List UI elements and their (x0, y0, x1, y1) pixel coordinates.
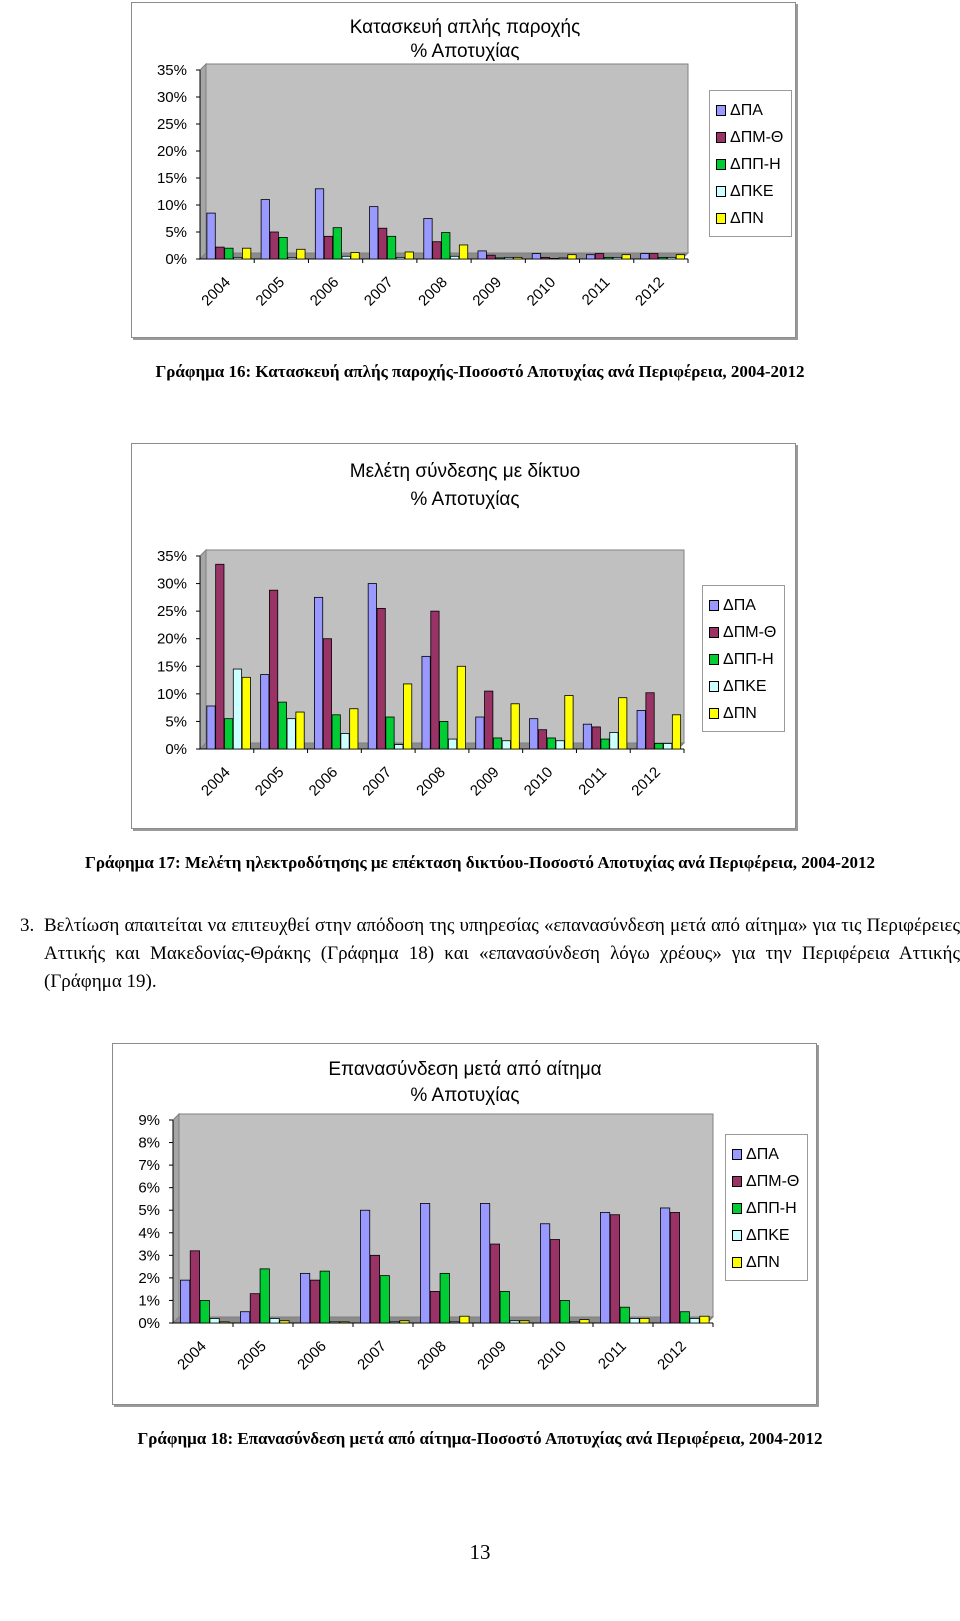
y-tick-label: 5% (165, 713, 187, 731)
bar-ΔΠΠ-Η-2007 (386, 717, 394, 749)
bar-ΔΠΠ-Η-2011 (620, 1307, 629, 1323)
bar-ΔΠΑ-2012 (660, 1208, 669, 1323)
legend-label: ΔΠΑ (730, 101, 763, 119)
chart-3 (112, 1043, 817, 1405)
bar-ΔΠΝ-2006 (340, 1322, 349, 1323)
chart-2-svg (132, 444, 795, 828)
y-tick-label: 9% (138, 1112, 160, 1129)
y-tick-label: 25% (156, 116, 187, 133)
x-tick-label: 2010 (520, 763, 557, 800)
legend-swatch (732, 1176, 742, 1187)
y-tick-label: 7% (138, 1157, 160, 1175)
bar-ΔΠΚΕ-2011 (613, 257, 621, 259)
y-tick-label: 35% (156, 548, 187, 565)
x-tick-label: 2006 (294, 1337, 330, 1374)
bar-ΔΠΜ-Θ-2010 (538, 730, 546, 749)
bar-ΔΠΜ-Θ-2005 (270, 232, 278, 259)
bar-ΔΠΑ-2011 (600, 1212, 609, 1323)
bar-ΔΠΚΕ-2008 (450, 256, 458, 259)
legend-label: ΔΠΝ (723, 704, 757, 722)
bar-ΔΠΠ-Η-2005 (278, 702, 286, 749)
bar-ΔΠΝ-2009 (520, 1321, 529, 1323)
plot-area (206, 64, 688, 253)
bar-ΔΠΝ-2008 (460, 1316, 469, 1323)
bar-ΔΠΝ-2004 (242, 677, 250, 749)
bar-ΔΠΠ-Η-2004 (225, 248, 233, 259)
legend-label: ΔΠΚΕ (746, 1226, 790, 1244)
legend-swatch (732, 1203, 742, 1214)
bar-ΔΠΑ-2004 (207, 706, 215, 749)
x-tick-label: 2009 (469, 273, 506, 310)
bar-ΔΠΑ-2012 (641, 254, 649, 259)
bar-ΔΠΠ-Η-2007 (380, 1276, 389, 1323)
bar-ΔΠΠ-Η-2008 (440, 1273, 449, 1323)
bar-ΔΠΜ-Θ-2012 (670, 1212, 679, 1323)
legend-swatch (716, 159, 726, 170)
y-tick-label: 10% (156, 685, 187, 703)
y-tick-label: 15% (156, 658, 187, 676)
bar-ΔΠΝ-2009 (511, 704, 519, 749)
chart-2-legend (702, 585, 785, 732)
bar-ΔΠΜ-Θ-2004 (216, 564, 224, 749)
y-tick-label: 0% (165, 251, 187, 268)
bar-ΔΠΜ-Θ-2009 (490, 1244, 499, 1323)
bar-ΔΠΑ-2009 (480, 1203, 489, 1323)
bar-ΔΠΠ-Η-2006 (320, 1271, 329, 1323)
bar-ΔΠΠ-Η-2010 (547, 738, 555, 749)
bar-ΔΠΜ-Θ-2008 (433, 242, 441, 259)
bar-ΔΠΚΕ-2004 (210, 1318, 219, 1323)
bar-ΔΠΑ-2007 (360, 1210, 369, 1323)
y-tick-label: 5% (165, 224, 187, 241)
x-tick-label: 2005 (234, 1337, 270, 1374)
legend-swatch (709, 708, 719, 719)
bar-ΔΠΑ-2011 (586, 255, 594, 259)
chart-title: Κατασκευή απλής παροχής (349, 17, 581, 38)
bar-ΔΠΠ-Η-2009 (493, 738, 501, 749)
y-tick-label: 30% (156, 575, 187, 593)
caption-fig17: Γράφημα 17: Μελέτη ηλεκτροδότησης με επέκταση δικτύου-Ποσοστό Αποτυχίας ανά Περιφέρεια, 2004-2012 (85, 853, 875, 872)
bar-ΔΠΝ-2010 (580, 1320, 589, 1323)
bar-ΔΠΜ-Θ-2011 (595, 254, 603, 259)
x-tick-label: 2009 (466, 763, 503, 800)
legend-item (709, 619, 776, 646)
bar-ΔΠΝ-2007 (403, 684, 411, 749)
bar-ΔΠΝ-2010 (565, 696, 573, 749)
bar-ΔΠΑ-2008 (420, 1203, 429, 1323)
x-tick-label: 2004 (198, 763, 234, 800)
chart-subtitle: % Αποτυχίας (410, 41, 520, 62)
bar-ΔΠΜ-Θ-2009 (487, 255, 495, 259)
bar-ΔΠΠ-Η-2010 (550, 258, 558, 259)
bar-ΔΠΑ-2006 (300, 1273, 309, 1323)
legend-item (716, 178, 783, 205)
bar-ΔΠΚΕ-2006 (330, 1322, 339, 1323)
x-tick-label: 2004 (174, 1337, 210, 1374)
bar-ΔΠΠ-Η-2008 (440, 721, 448, 749)
bar-ΔΠΑ-2010 (530, 719, 538, 749)
legend-item (716, 151, 783, 178)
bar-ΔΠΝ-2008 (457, 666, 465, 749)
bar-ΔΠΚΕ-2005 (287, 719, 295, 749)
legend-item (732, 1222, 799, 1249)
chart-subtitle: % Αποτυχίας (410, 489, 520, 510)
x-tick-label: 2012 (632, 273, 668, 310)
bar-ΔΠΜ-Θ-2008 (431, 611, 439, 749)
bar-ΔΠΜ-Θ-2008 (430, 1291, 439, 1323)
bar-ΔΠΑ-2010 (540, 1224, 549, 1323)
legend-swatch (716, 186, 726, 197)
bar-ΔΠΝ-2012 (676, 255, 684, 259)
bar-ΔΠΑ-2009 (476, 717, 484, 749)
x-tick-label: 2008 (414, 1337, 450, 1374)
bar-ΔΠΜ-Θ-2004 (190, 1251, 199, 1323)
y-tick-label: 25% (156, 603, 187, 621)
y-tick-label: 30% (156, 89, 187, 106)
bar-ΔΠΚΕ-2009 (510, 1321, 519, 1323)
x-tick-label: 2007 (359, 763, 396, 800)
bar-ΔΠΜ-Θ-2011 (592, 727, 600, 749)
bar-ΔΠΑ-2007 (368, 584, 376, 749)
bar-ΔΠΝ-2011 (640, 1318, 649, 1323)
bar-ΔΠΚΕ-2005 (270, 1318, 279, 1323)
bar-ΔΠΚΕ-2004 (233, 669, 241, 749)
bar-ΔΠΠ-Η-2011 (604, 257, 612, 259)
chart-3-legend (725, 1134, 808, 1281)
bar-ΔΠΝ-2012 (700, 1316, 709, 1323)
bar-ΔΠΚΕ-2006 (342, 256, 350, 259)
x-tick-label: 2010 (523, 273, 560, 310)
bar-ΔΠΚΕ-2010 (556, 741, 564, 749)
bar-ΔΠΚΕ-2011 (630, 1318, 639, 1323)
bar-ΔΠΠ-Η-2007 (387, 236, 395, 259)
y-tick-label: 6% (138, 1179, 160, 1197)
legend-item (709, 700, 776, 727)
legend-label: ΔΠΜ-Θ (746, 1172, 800, 1190)
y-tick-label: 20% (156, 143, 187, 160)
bar-ΔΠΚΕ-2012 (667, 257, 675, 259)
y-tick-label: 1% (138, 1292, 160, 1310)
bar-ΔΠΚΕ-2005 (288, 257, 296, 259)
x-tick-label: 2008 (413, 763, 449, 800)
bar-ΔΠΠ-Η-2009 (496, 258, 504, 259)
bar-ΔΠΑ-2005 (261, 200, 269, 259)
legend-label: ΔΠΑ (746, 1145, 779, 1163)
y-tick-label: 15% (156, 170, 187, 187)
chart-1-svg (132, 3, 795, 337)
legend-label: ΔΠΚΕ (730, 182, 774, 200)
bar-ΔΠΜ-Θ-2012 (646, 693, 654, 749)
bar-ΔΠΠ-Η-2004 (224, 719, 232, 749)
bar-ΔΠΠ-Η-2009 (500, 1291, 509, 1323)
bar-ΔΠΚΕ-2007 (396, 257, 404, 259)
legend-item (709, 673, 776, 700)
legend-swatch (716, 213, 726, 224)
bar-ΔΠΠ-Η-2006 (332, 715, 340, 749)
bar-ΔΠΚΕ-2012 (664, 743, 672, 749)
bar-ΔΠΑ-2006 (314, 597, 322, 749)
y-tick-label: 35% (156, 62, 187, 79)
bar-ΔΠΑ-2004 (180, 1280, 189, 1323)
paragraph-text: Βελτίωση απαιτείται να επιτευχθεί στην απόδοση της υπηρεσίας «επανασύνδεση μετά από αίτημα» για τις Περιφέρειες Αττικής και Μακεδονίας-Θράκης (Γράφημα 18) και «επανασύνδεση λόγω χρέους» για την Περιφέρεια Αττικής (Γράφημα 19). (44, 915, 960, 992)
bar-ΔΠΑ-2005 (240, 1312, 249, 1323)
bar-ΔΠΜ-Θ-2010 (550, 1240, 559, 1323)
legend-item (732, 1249, 799, 1276)
bar-ΔΠΑ-2007 (370, 207, 378, 259)
bar-ΔΠΜ-Θ-2010 (541, 257, 549, 259)
bar-ΔΠΑ-2012 (637, 710, 645, 749)
bar-ΔΠΚΕ-2007 (390, 1322, 399, 1323)
x-tick-label: 2011 (594, 1337, 630, 1373)
y-tick-label: 8% (138, 1134, 160, 1152)
legend-label: ΔΠΠ-Η (723, 650, 774, 668)
legend-swatch (732, 1149, 742, 1160)
legend-label: ΔΠΠ-Η (746, 1199, 797, 1217)
x-tick-label: 2012 (654, 1337, 690, 1374)
bar-ΔΠΝ-2004 (220, 1322, 229, 1323)
bar-ΔΠΝ-2005 (296, 712, 304, 749)
x-tick-label: 2005 (251, 763, 288, 800)
chart-1-legend (709, 90, 792, 237)
bar-ΔΠΜ-Θ-2005 (269, 590, 277, 749)
legend-label: ΔΠΜ-Θ (730, 128, 784, 146)
bar-ΔΠΝ-2006 (350, 709, 358, 749)
bar-ΔΠΚΕ-2006 (341, 734, 349, 749)
bar-ΔΠΝ-2011 (619, 698, 627, 749)
legend-label: ΔΠΝ (746, 1253, 780, 1271)
bar-ΔΠΠ-Η-2005 (260, 1269, 269, 1323)
bar-ΔΠΠ-Η-2004 (200, 1300, 209, 1323)
legend-label: ΔΠΚΕ (723, 677, 767, 695)
x-tick-label: 2006 (306, 273, 343, 310)
chart-3-svg (113, 1044, 816, 1404)
bar-ΔΠΝ-2009 (514, 257, 522, 259)
body-paragraph (20, 912, 960, 996)
bar-ΔΠΝ-2008 (459, 245, 467, 259)
legend-item (732, 1141, 799, 1168)
bar-ΔΠΚΕ-2010 (570, 1322, 579, 1323)
bar-ΔΠΑ-2006 (315, 189, 323, 259)
chart-title: Μελέτη σύνδεσης με δίκτυο (349, 461, 581, 482)
y-tick-label: 0% (165, 741, 187, 758)
chart-1 (131, 2, 796, 338)
plot-side-wall (200, 550, 206, 749)
bar-ΔΠΑ-2010 (532, 254, 540, 259)
bar-ΔΠΝ-2005 (280, 1321, 289, 1323)
legend-label: ΔΠΑ (723, 596, 756, 614)
x-tick-label: 2011 (575, 763, 611, 799)
bar-ΔΠΚΕ-2009 (502, 741, 510, 749)
bar-ΔΠΜ-Θ-2006 (310, 1280, 319, 1323)
chart-2 (131, 443, 796, 829)
bar-ΔΠΝ-2007 (405, 252, 413, 259)
bar-ΔΠΚΕ-2004 (234, 257, 242, 259)
bar-ΔΠΑ-2011 (583, 724, 591, 749)
legend-item (732, 1168, 799, 1195)
bar-ΔΠΑ-2004 (207, 213, 215, 259)
x-tick-label: 2004 (198, 273, 234, 310)
bar-ΔΠΜ-Θ-2007 (378, 228, 386, 259)
y-tick-label: 3% (138, 1247, 160, 1265)
bar-ΔΠΑ-2008 (424, 219, 432, 260)
bar-ΔΠΝ-2004 (242, 248, 250, 259)
legend-swatch (709, 654, 719, 665)
bar-ΔΠΝ-2005 (297, 249, 305, 259)
legend-item (709, 592, 776, 619)
caption-fig18: Γράφημα 18: Επανασύνδεση μετά από αίτημα-Ποσοστό Αποτυχίας ανά Περιφέρεια, 2004-2012 (137, 1429, 823, 1448)
bar-ΔΠΠ-Η-2006 (333, 228, 341, 259)
chart-subtitle: % Αποτυχίας (410, 1085, 520, 1106)
x-tick-label: 2007 (360, 273, 397, 310)
legend-label: ΔΠΝ (730, 209, 764, 227)
page-number: 13 (469, 1540, 491, 1564)
bar-ΔΠΠ-Η-2010 (560, 1300, 569, 1323)
legend-swatch (709, 600, 719, 611)
bar-ΔΠΚΕ-2007 (395, 745, 403, 749)
bar-ΔΠΑ-2008 (422, 656, 430, 749)
bar-ΔΠΠ-Η-2012 (658, 257, 666, 259)
y-tick-label: 0% (138, 1315, 160, 1332)
x-tick-label: 2010 (534, 1337, 570, 1374)
bar-ΔΠΝ-2011 (622, 255, 630, 259)
bar-ΔΠΠ-Η-2012 (655, 743, 663, 749)
x-tick-label: 2007 (354, 1337, 390, 1374)
y-tick-label: 2% (138, 1269, 160, 1287)
y-tick-label: 20% (156, 630, 187, 648)
legend-swatch (716, 132, 726, 143)
bar-ΔΠΚΕ-2010 (559, 258, 567, 259)
bar-ΔΠΑ-2005 (261, 675, 269, 749)
bar-ΔΠΜ-Θ-2009 (485, 691, 493, 749)
legend-item (716, 205, 783, 232)
caption-fig16: Γράφημα 16: Κατασκευή απλής παροχής-Ποσοστό Αποτυχίας ανά Περιφέρεια, 2004-2012 (155, 362, 805, 381)
bar-ΔΠΜ-Θ-2007 (377, 608, 385, 749)
legend-swatch (709, 627, 719, 638)
bar-ΔΠΜ-Θ-2005 (250, 1294, 259, 1323)
x-tick-label: 2009 (474, 1337, 510, 1374)
bar-ΔΠΜ-Θ-2006 (324, 236, 332, 259)
y-tick-label: 4% (138, 1224, 160, 1242)
legend-item (709, 646, 776, 673)
x-tick-label: 2012 (628, 763, 664, 800)
bar-ΔΠΜ-Θ-2006 (323, 639, 331, 749)
bar-ΔΠΑ-2009 (478, 251, 486, 259)
x-tick-label: 2006 (305, 763, 342, 800)
legend-item (716, 124, 783, 151)
legend-item (732, 1195, 799, 1222)
legend-label: ΔΠΜ-Θ (723, 623, 777, 641)
plot-side-wall (173, 1114, 179, 1323)
legend-swatch (732, 1230, 742, 1241)
bar-ΔΠΚΕ-2009 (505, 257, 513, 259)
legend-label: ΔΠΠ-Η (730, 155, 781, 173)
bar-ΔΠΠ-Η-2008 (442, 233, 450, 259)
paragraph-number: 3. (20, 915, 35, 936)
bar-ΔΠΝ-2012 (672, 715, 680, 749)
x-tick-label: 2008 (415, 273, 451, 310)
bar-ΔΠΜ-Θ-2004 (216, 247, 224, 259)
legend-item (716, 97, 783, 124)
bar-ΔΠΜ-Θ-2011 (610, 1215, 619, 1323)
x-tick-label: 2011 (578, 273, 614, 309)
bar-ΔΠΝ-2007 (400, 1321, 409, 1323)
legend-swatch (709, 681, 719, 692)
bar-ΔΠΚΕ-2008 (448, 739, 456, 749)
bar-ΔΠΚΕ-2008 (450, 1322, 459, 1323)
legend-swatch (732, 1257, 742, 1268)
chart-title: Επανασύνδεση μετά από αίτημα (328, 1059, 602, 1080)
bar-ΔΠΝ-2006 (351, 253, 359, 259)
bar-ΔΠΜ-Θ-2012 (650, 254, 658, 259)
bar-ΔΠΜ-Θ-2007 (370, 1255, 379, 1323)
bar-ΔΠΠ-Η-2012 (680, 1312, 689, 1323)
bar-ΔΠΚΕ-2011 (610, 732, 618, 749)
y-tick-label: 5% (138, 1202, 160, 1220)
legend-swatch (716, 105, 726, 116)
bar-ΔΠΠ-Η-2005 (279, 237, 287, 259)
bar-ΔΠΝ-2010 (568, 255, 576, 259)
plot-side-wall (200, 64, 206, 259)
y-tick-label: 10% (156, 197, 187, 214)
bar-ΔΠΠ-Η-2011 (601, 739, 609, 749)
bar-ΔΠΚΕ-2012 (690, 1318, 699, 1323)
x-tick-label: 2005 (252, 273, 289, 310)
